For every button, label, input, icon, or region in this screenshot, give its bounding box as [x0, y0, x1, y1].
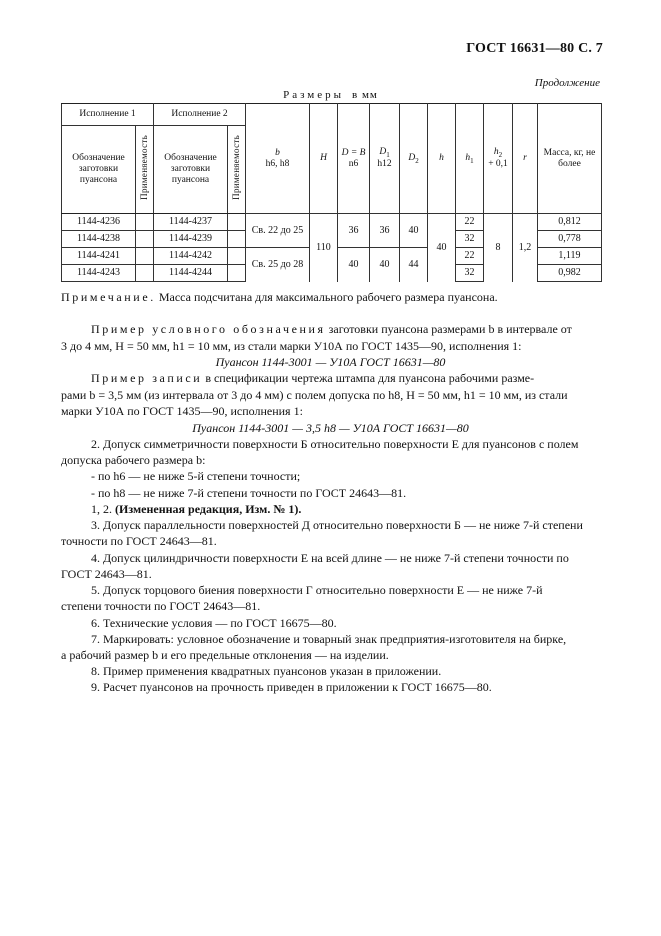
header-designation-1: Обозначение заготовки пуансона: [62, 126, 136, 214]
header-designation-2: Обозначение заготовки пуансона: [154, 126, 228, 214]
item-5-line-2: степени точности по ГОСТ 24643—81.: [61, 599, 261, 613]
D1-value-2: 40: [370, 248, 400, 282]
item-3-line-1: 3. Допуск параллельности поверхностей Д относительно поверхности Б — не ниже 7-й степени: [91, 518, 583, 532]
item-4-line-1: 4. Допуск цилиндричности поверхности Е на всей длине — не ниже 7-й степени точности по: [91, 551, 569, 565]
D2-value-1: 40: [400, 214, 428, 248]
header-mass: Масса, кг, не более: [538, 104, 602, 214]
header-b: b h6, h8: [246, 104, 310, 214]
page-header: ГОСТ 16631—80 С. 7: [466, 41, 603, 56]
item-2-a: - по h6 — не ниже 5-й степени точности;: [91, 469, 301, 483]
header-applicability-2: Применяемость: [228, 126, 246, 214]
h1-value: 32: [456, 265, 484, 282]
designation-1: 1144-4236: [62, 214, 136, 231]
item-8: 8. Пример применения квадратных пуансонов указан в приложении.: [91, 664, 442, 678]
designation-1: 1144-4241: [62, 248, 136, 265]
example-designation: Пример условного обозначения заготовки пуансона размерами b в интервале от 3 до 4 мм, H = 50 мм, h1 = 10 мм, из стали марки У10А по ГОСТ 1435—90, исполнения 1:: [61, 322, 572, 353]
mass-value: 1,119: [538, 248, 602, 265]
table-row: [62, 214, 602, 231]
header-execution-2: Исполнение 2: [154, 104, 246, 126]
example-record: Пример записи в спецификации чертежа штампа для пуансона рабочими разме- рами b = 3,5 мм (из интервала от 3 до 4 мм) с полем допуска по h8, H = 50 мм, h1 = 10 мм, из стали марки У10А по ГОСТ 1435—90, исполнения 1:: [61, 371, 568, 418]
item-3-line-2: точности по ГОСТ 24643—81.: [61, 534, 217, 548]
h1-value: 32: [456, 231, 484, 248]
mass-value: 0,982: [538, 265, 602, 282]
applicability-1: [136, 265, 154, 282]
header-h: h: [428, 104, 456, 214]
header-r: r: [513, 104, 538, 214]
continuation-label: Продолжение: [534, 77, 600, 89]
item-5-line-1: 5. Допуск торцового биения поверхности Г относительно поверхности Е — не ниже 7-й: [91, 583, 543, 597]
D-value-2: 40: [338, 248, 370, 282]
header-D1: $D_1$ h12: [370, 104, 400, 214]
h1-value: 22: [456, 248, 484, 265]
dimensions-table: [61, 103, 602, 282]
designation-1: 1144-4243: [62, 265, 136, 282]
item-7-line-1: 7. Маркировать: условное обозначение и товарный знак предприятия-изготовителя на бирке,: [91, 632, 567, 646]
mass-value: 0,812: [538, 214, 602, 231]
h1-value: 22: [456, 214, 484, 231]
applicability-1: [136, 214, 154, 231]
r-value: 1,2: [513, 214, 538, 282]
H-value: 110: [310, 214, 338, 282]
caption-unit: в мм: [352, 89, 378, 101]
designation-1: 1144-4238: [62, 231, 136, 248]
applicability-1: [136, 231, 154, 248]
header-D2: $D_2$: [400, 104, 428, 214]
table-note: Примечание. Масса подсчитана для максимального рабочего размера пуансона.: [61, 290, 498, 304]
item-2-b: - по h8 — не ниже 7-й степени точности по ГОСТ 24643—81.: [91, 486, 407, 500]
header-applicability-1: Применяемость: [136, 126, 154, 214]
D1-value-1: 36: [370, 214, 400, 248]
b-range-1: Св. 22 до 25: [246, 214, 310, 248]
designation-2: 1144-4244: [154, 265, 228, 282]
designation-2: 1144-4242: [154, 248, 228, 265]
header-H: H: [310, 104, 338, 214]
applicability-2: [228, 231, 246, 248]
item-2-line-2: допуска рабочего размера b:: [61, 453, 206, 467]
item-6: 6. Технические условия — по ГОСТ 16675—80.: [91, 616, 337, 630]
table-caption: [0, 89, 661, 101]
designation-2: 1144-4237: [154, 214, 228, 231]
header-execution-1: Исполнение 1: [62, 104, 154, 126]
applicability-2: [228, 265, 246, 282]
header-h1: $h_1$: [456, 104, 484, 214]
applicability-1: [136, 248, 154, 265]
mass-value: 0,778: [538, 231, 602, 248]
item-7-line-2: а рабочий размер b и его предельные отклонения — на изделии.: [61, 648, 389, 662]
applicability-2: [228, 214, 246, 231]
D-value-1: 36: [338, 214, 370, 248]
item-4-line-2: ГОСТ 24643—81.: [61, 567, 152, 581]
applicability-2: [228, 248, 246, 265]
item-2-line-1: 2. Допуск симметричности поверхности Б относительно поверхности Е для пуансонов с полем: [91, 437, 579, 451]
b-range-2: Св. 25 до 28: [246, 248, 310, 282]
designation-2: 1144-4239: [154, 231, 228, 248]
h2-value: 8: [484, 214, 513, 282]
h-value: 40: [428, 214, 456, 282]
header-D: D = B n6: [338, 104, 370, 214]
amendment-note: 1, 2. (Измененная редакция, Изм. № 1).: [91, 502, 302, 516]
caption-label: Размеры: [283, 89, 345, 101]
example-formula-1: Пуансон 1144-3001 — У10А ГОСТ 16631—80: [215, 355, 446, 369]
D2-value-2: 44: [400, 248, 428, 282]
header-h2: $h_2$ + 0,1: [484, 104, 513, 214]
item-9: 9. Расчет пуансонов на прочность приведен в приложении к ГОСТ 16675—80.: [91, 680, 492, 694]
example-formula-2: Пуансон 1144-3001 — 3,5 h8 — У10А ГОСТ 16631—80: [192, 421, 469, 435]
